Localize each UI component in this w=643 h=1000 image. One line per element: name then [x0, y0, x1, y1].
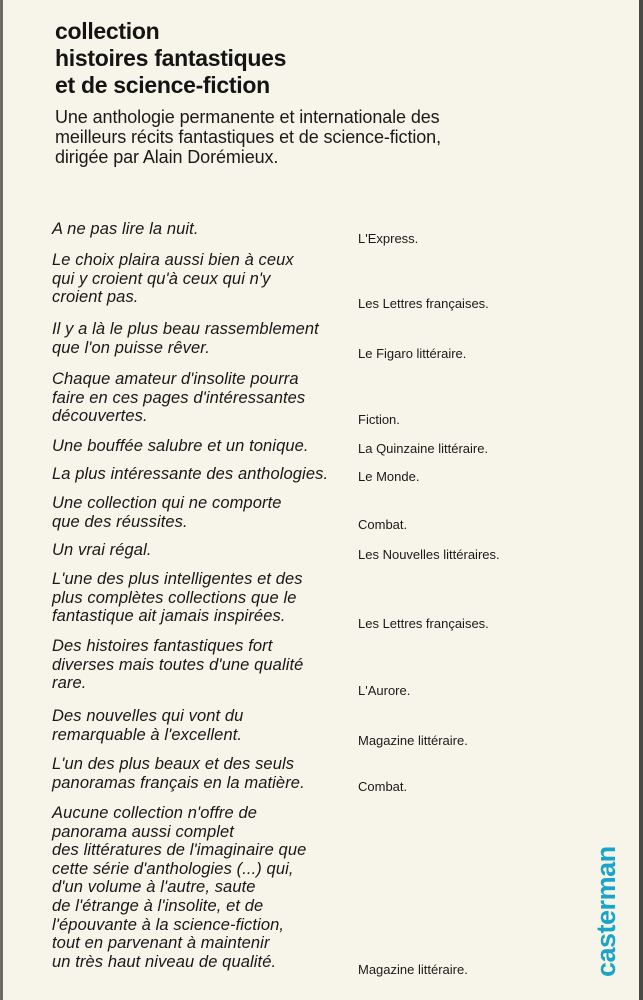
- review-source-6: Le Monde.: [358, 469, 420, 484]
- quote-line: A ne pas lire la nuit.: [52, 220, 199, 238]
- review-quote-6: [52, 465, 352, 484]
- quote-line: Le choix plaira aussi bien à ceux: [52, 251, 294, 269]
- review-source-11: Magazine littéraire.: [358, 733, 468, 748]
- review-quote-12: [52, 755, 352, 792]
- quote-line: Chaque amateur d'insolite pourra: [52, 370, 299, 388]
- review-quote-2: [52, 251, 352, 307]
- publisher-logo: casterman: [591, 846, 621, 977]
- review-source-4: Fiction.: [358, 412, 400, 427]
- review-source-8: Les Nouvelles littéraires.: [358, 547, 500, 562]
- quote-line: L'un des plus beaux et des seuls: [52, 755, 295, 773]
- cover-left-edge: [0, 0, 3, 1000]
- quote-line: tout en parvenant à maintenir: [52, 934, 270, 953]
- quote-line: remarquable à l'excellent.: [52, 725, 243, 744]
- quote-line: Il y a là le plus beau rassemblement: [52, 320, 319, 338]
- quote-line: Des nouvelles qui vont du: [52, 707, 244, 725]
- review-quote-8: [52, 541, 352, 560]
- quote-line: La plus intéressante des anthologies.: [52, 465, 329, 483]
- quote-line: Un vrai régal.: [52, 541, 152, 559]
- review-quote-5: [52, 437, 352, 456]
- description-line-1: Une anthologie permanente et internationale des: [55, 107, 440, 127]
- quote-line: Aucune collection n'offre de: [52, 804, 257, 822]
- quote-line: rare.: [52, 674, 87, 693]
- review-source-3: Le Figaro littéraire.: [358, 346, 467, 361]
- collection-header: [55, 18, 615, 167]
- review-source-13: Magazine littéraire.: [358, 962, 468, 977]
- review-source-10: L'Aurore.: [358, 683, 411, 698]
- quote-line: plus complètes collections que le: [52, 588, 297, 607]
- review-source-5: La Quinzaine littéraire.: [358, 441, 489, 456]
- quote-line: croient pas.: [52, 288, 139, 307]
- quote-line: L'une des plus intelligentes et des: [52, 570, 303, 588]
- quote-line: cette série d'anthologies (...) qui,: [52, 859, 294, 878]
- description-line-3: dirigée par Alain Dorémieux.: [55, 147, 279, 167]
- quote-line: fantastique ait jamais inspirées.: [52, 607, 286, 626]
- quote-line: que l'on puisse rêver.: [52, 338, 210, 357]
- review-quote-9: [52, 570, 352, 626]
- review-source-9: Les Lettres françaises.: [358, 616, 489, 631]
- collection-description: [55, 107, 615, 167]
- quote-line: panoramas français en la matière.: [52, 773, 305, 792]
- quote-line: panorama aussi complet: [52, 822, 234, 841]
- review-quote-7: [52, 494, 352, 531]
- collection-title-line-3: et de science-fiction: [55, 72, 270, 98]
- quote-line: diverses mais toutes d'une qualité: [52, 655, 304, 674]
- quote-line: un très haut niveau de qualité.: [52, 952, 277, 971]
- collection-title-line-2: histoires fantastiques: [55, 45, 287, 71]
- quote-line: que des réussites.: [52, 512, 188, 531]
- review-source-1: L'Express.: [358, 231, 419, 246]
- quote-line: l'épouvante à la science-fiction,: [52, 915, 285, 934]
- quote-line: Une bouffée salubre et un tonique.: [52, 437, 309, 455]
- quote-line: qui y croient qu'à ceux qui n'y: [52, 269, 271, 288]
- quote-line: découvertes.: [52, 407, 148, 426]
- review-quote-13: [52, 804, 352, 971]
- review-source-12: Combat.: [358, 779, 408, 794]
- review-quote-11: [52, 707, 352, 744]
- quote-line: faire en ces pages d'intéressantes: [52, 388, 306, 407]
- review-quote-1: [52, 220, 352, 239]
- review-source-2: Les Lettres françaises.: [358, 296, 489, 311]
- quote-line: de l'étrange à l'insolite, et de: [52, 896, 264, 915]
- review-quote-4: [52, 370, 352, 426]
- cover-right-edge: [639, 0, 643, 1000]
- quote-line: Des histoires fantastiques fort: [52, 637, 273, 655]
- review-source-7: Combat.: [358, 517, 408, 532]
- quote-line: d'un volume à l'autre, saute: [52, 878, 256, 897]
- description-line-2: meilleurs récits fantastiques et de science-fiction,: [55, 127, 441, 147]
- quote-line: Une collection qui ne comporte: [52, 494, 282, 512]
- quote-line: des littératures de l'imaginaire que: [52, 841, 307, 860]
- review-quote-3: [52, 320, 352, 357]
- collection-title-line-1: collection: [55, 18, 160, 44]
- review-quote-10: [52, 637, 352, 693]
